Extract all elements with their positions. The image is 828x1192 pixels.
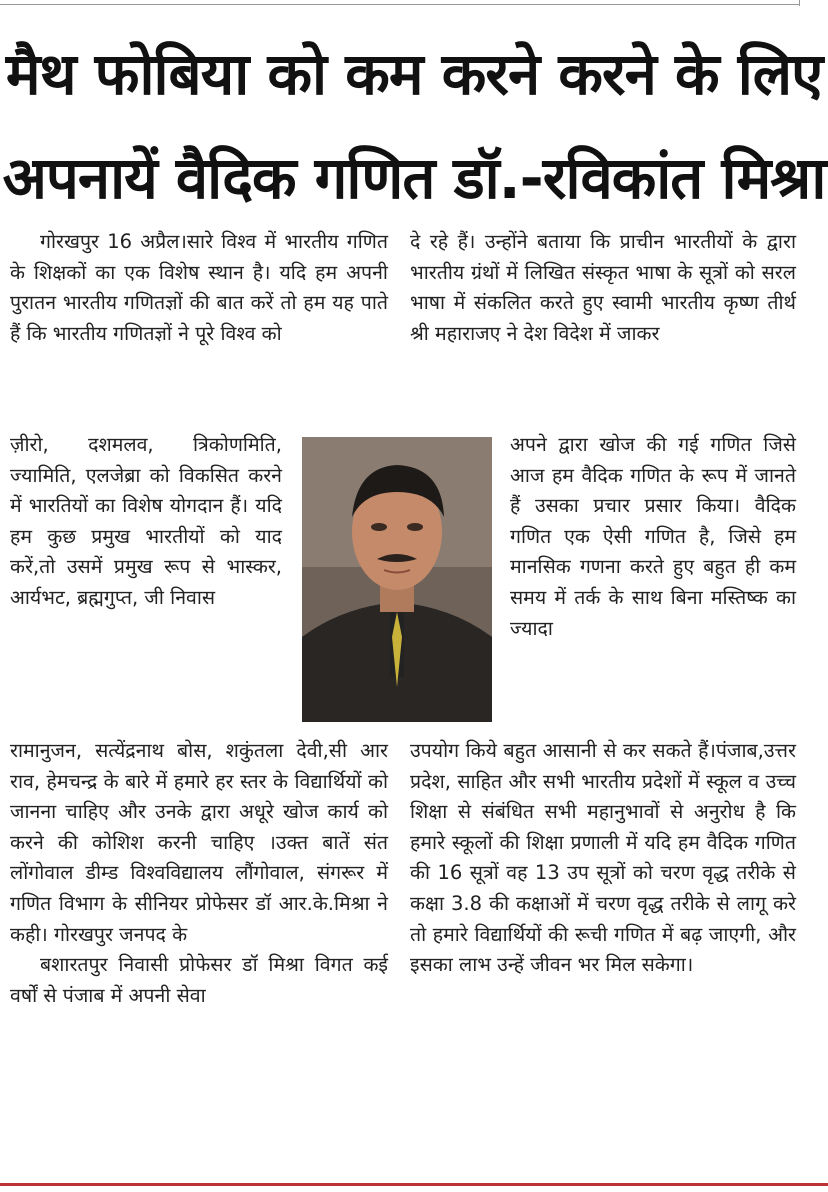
top-rule xyxy=(0,4,800,5)
top-rule-corner xyxy=(799,0,800,6)
article-left-mid xyxy=(10,430,282,614)
article-right-bottom xyxy=(410,736,796,981)
article-paragraph: उपयोग किये बहुत आसानी से कर सकते हैं।पंजाब,उत्तर प्रदेश, साहित और सभी भारतीय प्रदेशों में स्कूल व उच्च शिक्षा से संबंधित सभी महानुभावों से अनुरोध है कि हमारे स्कूलों की शिक्षा प्रणाली में यदि हम वैदिक गणित की 16 सूत्रों वह 13 उप सूत्रों को चरण वृद्ध तरीके से कक्षा 3.8 की कक्षाओं में चरण वृद्ध तरीके से लागू करे तो हमारे विद्यार्थियों की रूची गणित में बढ़ जाएगी, और इसका लाभ उन्हें जीवन भर मिल सकेगा। xyxy=(410,739,796,977)
article-paragraph: ज़ीरो, दशमलव, त्रिकोणमिति, ज्यामिति, एलजेब्रा को विकसित करने में भारतियों का विशेष योगदान हैं। यदि हम कुछ प्रमुख भारतीयों को याद करें,तो उसमें प्रमुख रूप से भास्कर, आर्यभट, ब्रह्मगुप्त, जी निवास xyxy=(10,433,282,609)
article-paragraph: बशारतपुर निवासी प्रोफेसर डॉ मिश्रा विगत कई वर्षों से पंजाब में अपनी सेवा xyxy=(10,953,388,1007)
bottom-rule xyxy=(0,1183,828,1186)
portrait-photo-icon xyxy=(302,437,492,722)
headline-line-2: अपनायें वैदिक गणित डॉ.-रविकांत मिश्रा xyxy=(2,144,826,212)
article-paragraph: रामानुजन, सत्येंद्रनाथ बोस, शकुंतला देवी,सी आर राव, हेमचन्द्र के बारे में हमारे हर स्तर के विद्यार्थियों को जानना चाहिए और उनके द्वारा अधूरे खोज कार्य को करने की कोशिश करनी चाहिए ।उक्त बातें संत लोंगोवाल डीम्ड विश्वविद्यालय लौंगोवाल, संगरूर में गणित विभाग के सीनियर प्रोफेसर डॉ आर.के.मिश्रा ने कही। गोरखपुर जनपद के xyxy=(10,739,388,946)
article-paragraph: अपने द्वारा खोज की गई गणित जिसे आज हम वैदिक गणित के रूप में जानते हैं उसका प्रचार प्रसार किया। वैदिक गणित एक ऐसी गणित है, जिसे हम मानसिक गणना करते हुए बहुत ही कम समय में तर्क के साथ बिना मस्तिष्क का ज्यादा xyxy=(510,433,796,640)
article-left-bottom xyxy=(10,736,388,1011)
article-left-top xyxy=(10,227,388,349)
portrait-photo xyxy=(302,437,492,722)
article-right-mid xyxy=(510,430,796,644)
headline-line-1: मैथ फोबिया को कम करने करने के लिए xyxy=(5,40,823,108)
article-paragraph: दे रहे हैं। उन्होंने बताया कि प्राचीन भारतीयों के द्वारा भारतीय ग्रंथों में लिखित संस्कृत भाषा के सूत्रों को सरल भाषा में संकलित करते हुए स्वामी भारतीय कृष्ण तीर्थ श्री महाराजए ने देश विदेश में जाकर xyxy=(410,230,796,345)
article-right-top xyxy=(410,227,796,349)
article-paragraph: गोरखपुर 16 अप्रैल।सारे विश्व में भारतीय गणित के शिक्षकों का एक विशेष स्थान है। यदि हम अपनी पुरातन भारतीय गणितज्ञों की बात करें तो हम यह पाते हैं कि भारतीय गणितज्ञों ने पूरे विश्व को xyxy=(10,230,388,345)
